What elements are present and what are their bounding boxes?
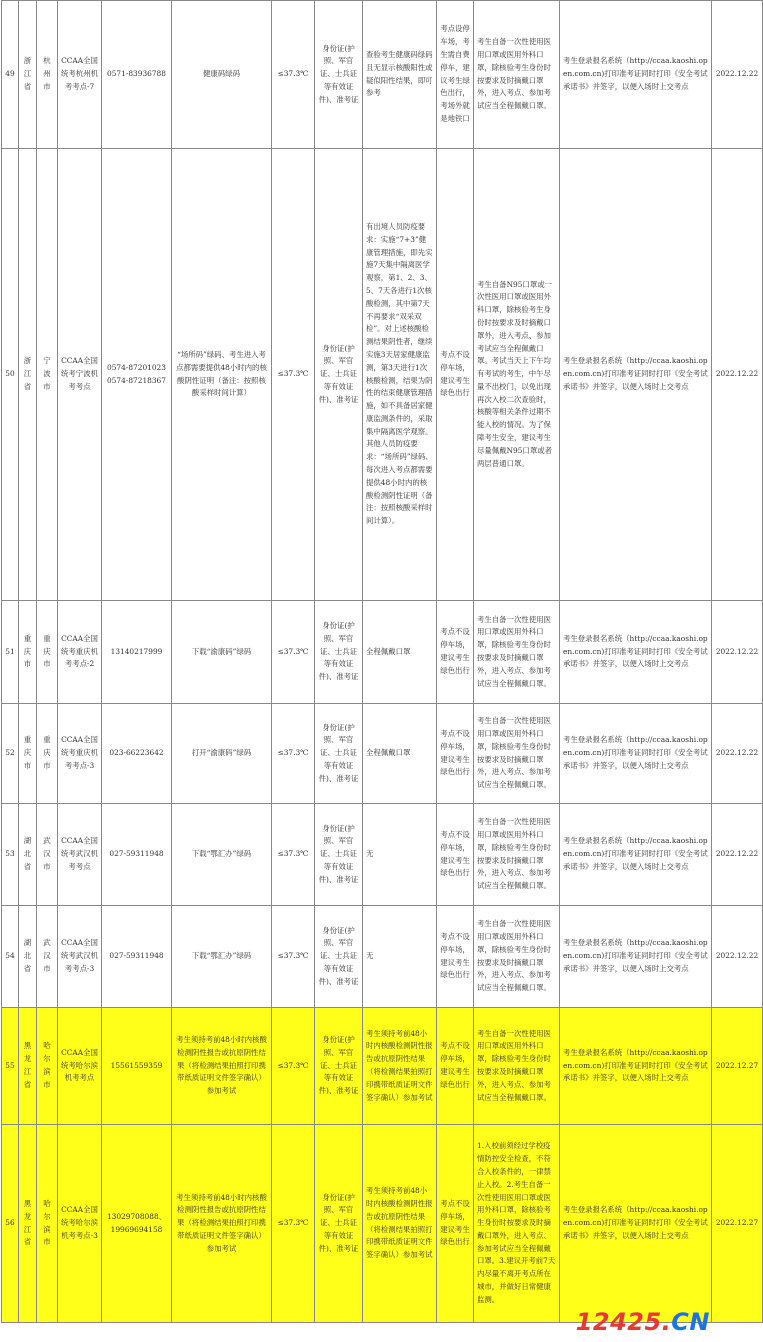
- contact-phone: 023-66223642: [102, 704, 172, 804]
- contact-phone: 0574-87201023 0574-87218367: [102, 149, 172, 601]
- row-number: 51: [2, 601, 19, 704]
- table-row: [2, 149, 763, 601]
- nucleic-test-requirement: 无: [363, 906, 437, 1008]
- row-number: 53: [2, 804, 19, 906]
- city-cell: 重庆市: [37, 704, 58, 804]
- exam-site-name: CCAA全国统考宁波机考考点: [58, 149, 102, 601]
- city-cell: 重庆市: [37, 601, 58, 704]
- parking-info: 考点不设停车场，建议考生绿色出行: [437, 1125, 474, 1323]
- contact-phone: 13140217999: [102, 601, 172, 704]
- table-row: [2, 704, 763, 804]
- commitment-letter-instructions: 考生登录报名系统（http://ccaa.kaoshi.open.com.cn)打印准考证同时打印《安全考试承诺书》并签字，以便入场时上交考点: [560, 704, 712, 804]
- row-number: 54: [2, 906, 19, 1008]
- parking-info: 考点不设停车场，建议考生绿色出行: [437, 149, 474, 601]
- id-documents: 身份证(护照、军官证、士兵证等有效证件)、准考证: [315, 601, 363, 704]
- province-cell: 浙江省: [19, 149, 37, 601]
- row-number: 56: [2, 1125, 19, 1323]
- province-cell: 黑龙江省: [19, 1125, 37, 1323]
- city-cell: 哈尔滨市: [37, 1008, 58, 1125]
- city-cell: 哈尔滨市: [37, 1125, 58, 1323]
- contact-phone: 027-59311948: [102, 804, 172, 906]
- contact-phone: 0571-83936788: [102, 1, 172, 149]
- nucleic-test-requirement: 全程佩戴口罩: [363, 704, 437, 804]
- commitment-letter-instructions: 考生登录报名系统（http://ccaa.kaoshi.open.com.cn)打印准考证同时打印《安全考试承诺书》并签字，以便入场时上交考点: [560, 1125, 712, 1323]
- mask-requirement: 考生自备一次性使用医用口罩或医用外科口罩，除核验考生身份时按要求及时摘戴口罩外，进入考点、参加考试应当全程佩戴口罩。: [474, 601, 560, 704]
- health-code-requirement: 下载“鄂汇办”绿码: [172, 804, 272, 906]
- commitment-letter-instructions: 考生登录报名系统（http://ccaa.kaoshi.open.com.cn)打印准考证同时打印《安全考试承诺书》并签字，以便入场时上交考点: [560, 1008, 712, 1125]
- exam-site-name: CCAA全国统考杭州机考考点-7: [58, 1, 102, 149]
- temperature-requirement: ≤37.3℃: [272, 149, 315, 601]
- parking-info: 考点不设停车场，建议考生绿色出行: [437, 704, 474, 804]
- watermark-dot: .: [661, 1308, 672, 1336]
- parking-info: 考点不设停车场，建议考生绿色出行: [437, 1008, 474, 1125]
- exam-site-table: [1, 0, 763, 1323]
- id-documents: 身份证(护照、军官证、士兵证等有效证件)、准考证: [315, 1, 363, 149]
- exam-site-name: CCAA全国统考武汉机考考点: [58, 804, 102, 906]
- exam-date: 2022.12.27: [712, 1125, 763, 1323]
- exam-date: 2022.12.22: [712, 149, 763, 601]
- exam-date: 2022.12.22: [712, 601, 763, 704]
- temperature-requirement: ≤37.3℃: [272, 1008, 315, 1125]
- contact-phone: 13029708088、19969694158: [102, 1125, 172, 1323]
- exam-site-name: CCAA全国统考重庆机考考点-2: [58, 601, 102, 704]
- watermark-number: 12425: [575, 1308, 662, 1336]
- nucleic-test-requirement: 考生须持考前48小时内核酸检测阴性报告或抗原阴性结果（将检测结果拍照打印携带纸质证明文件签字确认）参加考试: [363, 1125, 437, 1323]
- health-code-requirement: 考生须持考前48小时内核酸检测阴性报告或抗原阴性结果（将检测结果拍照打印携带纸质证明文件签字确认）参加考试: [172, 1008, 272, 1125]
- province-cell: 湖北省: [19, 906, 37, 1008]
- exam-site-name: CCAA全国统考武汉机考考点-3: [58, 906, 102, 1008]
- contact-phone: 027-59311948: [102, 906, 172, 1008]
- table-row: [2, 1125, 763, 1323]
- city-cell: 武汉市: [37, 804, 58, 906]
- id-documents: 身份证(护照、军官证、士兵证等有效证件)、准考证: [315, 1125, 363, 1323]
- nucleic-test-requirement: 有出境人员防疫要求：实施“7+3”健康管理措施，即先实施7天集中隔离医学观察，第1、2、3、5、7天各进行1次核酸检测，其中第7天不再要求“双采双检”。对上述核酸检测结果阴性者，继续实施3天居家健康监测，第3天进行1次核酸检测，结果为阴性的结束健康管理措施，如不具备居家健康监测条件的，采取集中隔离医学观察。其他人员防疫要求：“场所码”绿码、每次进入考点都需要提供48小时内的核酸检测阴性证明（备注：按照核酸采样时间计算）。: [363, 149, 437, 601]
- contact-phone: 15561559359: [102, 1008, 172, 1125]
- nucleic-test-requirement: 无: [363, 804, 437, 906]
- health-code-requirement: 下载“鄂汇办”绿码: [172, 906, 272, 1008]
- exam-date: 2022.12.22: [712, 704, 763, 804]
- parking-info: 考点不设停车场，建议考生绿色出行: [437, 601, 474, 704]
- id-documents: 身份证(护照、军官证、士兵证等有效证件)、准考证: [315, 1008, 363, 1125]
- temperature-requirement: ≤37.3℃: [272, 704, 315, 804]
- mask-requirement: 考生自备一次性使用医用口罩或医用外科口罩，除核验考生身份时按要求及时摘戴口罩外，进入考点、参加考试应当全程佩戴口罩。: [474, 804, 560, 906]
- exam-date: 2022.12.27: [712, 1008, 763, 1125]
- id-documents: 身份证(护照、军官证、士兵证等有效证件)、准考证: [315, 149, 363, 601]
- table-row: [2, 1, 763, 149]
- health-code-requirement: 健康码绿码: [172, 1, 272, 149]
- id-documents: 身份证(护照、军官证、士兵证等有效证件)、准考证: [315, 704, 363, 804]
- table-row: [2, 601, 763, 704]
- row-number: 55: [2, 1008, 19, 1125]
- temperature-requirement: ≤37.3℃: [272, 906, 315, 1008]
- city-cell: 武汉市: [37, 906, 58, 1008]
- city-cell: 杭州市: [37, 1, 58, 149]
- province-cell: 重庆市: [19, 704, 37, 804]
- exam-site-name: CCAA全国统考重庆机考考点-3: [58, 704, 102, 804]
- commitment-letter-instructions: 考生登录报名系统（http://ccaa.kaoshi.open.com.cn)打印准考证同时打印《安全考试承诺书》并签字，以便入场时上交考点: [560, 804, 712, 906]
- commitment-letter-instructions: 考生登录报名系统（http://ccaa.kaoshi.open.com.cn)打印准考证同时打印《安全考试承诺书》并签字，以便入场时上交考点: [560, 149, 712, 601]
- province-cell: 黑龙江省: [19, 1008, 37, 1125]
- parking-info: 考点设停车场，考生需自费停车，建议考生绿色出行，考场外就是地铁口: [437, 1, 474, 149]
- province-cell: 重庆市: [19, 601, 37, 704]
- province-cell: 浙江省: [19, 1, 37, 149]
- exam-date: 2022.12.22: [712, 906, 763, 1008]
- nucleic-test-requirement: 全程佩戴口罩: [363, 601, 437, 704]
- health-code-requirement: 考生须持考前48小时内核酸检测阴性报告或抗原阴性结果（将检测结果拍照打印携带纸质证明文件签字确认）参加考试: [172, 1125, 272, 1323]
- city-cell: 宁波市: [37, 149, 58, 601]
- mask-requirement: 考生自备一次性使用医用口罩或医用外科口罩，除核验考生身份时按要求及时摘戴口罩外，进入考点、参加考试应当全程佩戴口罩。: [474, 906, 560, 1008]
- exam-date: 2022.12.22: [712, 1, 763, 149]
- temperature-requirement: ≤37.3℃: [272, 601, 315, 704]
- commitment-letter-instructions: 考生登录报名系统（http://ccaa.kaoshi.open.com.cn)打印准考证同时打印《安全考试承诺书》并签字，以便入场时上交考点: [560, 601, 712, 704]
- mask-requirement: 1.入校前须经过学校疫情防控安全检查，不符合入校条件的，一律禁止入校。2.考生自备一次性使用医用口罩或医用外科口罩，除核验考生身份时按要求及时摘戴口罩外，进入考点、参加考试应当全程佩戴口罩。3.建议开考前7天内尽量不离开考点所在城市，并做好日常健康监测。: [474, 1125, 560, 1323]
- exam-site-name: CCAA全国统考哈尔滨机考考点: [58, 1008, 102, 1125]
- health-code-requirement: “场所码”绿码、考生进入考点都需要提供48小时内的核酸阴性证明（备注：按照核酸采样时间计算）: [172, 149, 272, 601]
- table-row: [2, 906, 763, 1008]
- health-code-requirement: 打开“渝康码”绿码: [172, 704, 272, 804]
- nucleic-test-requirement: 考生须持考前48小时内核酸检测阴性报告或抗原阴性结果（将检测结果拍照打印携带纸质证明文件签字确认）参加考试: [363, 1008, 437, 1125]
- site-watermark-logo: [576, 1308, 710, 1336]
- nucleic-test-requirement: 查验考生健康码绿码且无显示核酸阳性或疑似阳性结果，即可参考: [363, 1, 437, 149]
- watermark-tld: CN: [671, 1308, 710, 1336]
- temperature-requirement: ≤37.3℃: [272, 804, 315, 906]
- mask-requirement: 考生自备N95口罩或一次性医用口罩或医用外科口罩，除核验考生身份时按要求及时摘戴口罩外，进入考点、参加考试应当全程佩戴口罩。考试当天上下午均有考试的考生，中午尽量不出校门，以免出现再次入校二次查验时，核酸等相关条件过期不能入校的情况。为了保障考生安全，建议考生尽量佩戴N95口罩或者两层普通口罩。: [474, 149, 560, 601]
- commitment-letter-instructions: 考生登录报名系统（http://ccaa.kaoshi.open.com.cn)打印准考证同时打印《安全考试承诺书》并签字，以便入场时上交考点: [560, 1, 712, 149]
- mask-requirement: 考生自备一次性使用医用口罩或医用外科口罩，除核验考生身份时按要求及时摘戴口罩外，进入考点、参加考试应当全程佩戴口罩。: [474, 1, 560, 149]
- parking-info: 考点不设停车场，建议考生绿色出行: [437, 804, 474, 906]
- province-cell: 湖北省: [19, 804, 37, 906]
- mask-requirement: 考生自备一次性使用医用口罩或医用外科口罩，除核验考生身份时按要求及时摘戴口罩外，进入考点、参加考试应当全程佩戴口罩。: [474, 1008, 560, 1125]
- commitment-letter-instructions: 考生登录报名系统（http://ccaa.kaoshi.open.com.cn)打印准考证同时打印《安全考试承诺书》并签字，以便入场时上交考点: [560, 906, 712, 1008]
- temperature-requirement: ≤37.3℃: [272, 1, 315, 149]
- id-documents: 身份证(护照、军官证、士兵证等有效证件)、准考证: [315, 804, 363, 906]
- parking-info: 考点不设停车场，建议考生绿色出行: [437, 906, 474, 1008]
- exam-date: 2022.12.22: [712, 804, 763, 906]
- id-documents: 身份证(护照、军官证、士兵证等有效证件)、准考证: [315, 906, 363, 1008]
- table-row: [2, 804, 763, 906]
- row-number: 50: [2, 149, 19, 601]
- table-row: [2, 1008, 763, 1125]
- mask-requirement: 考生自备一次性使用医用口罩或医用外科口罩，除核验考生身份时按要求及时摘戴口罩外，进入考点、参加考试应当全程佩戴口罩。: [474, 704, 560, 804]
- row-number: 52: [2, 704, 19, 804]
- health-code-requirement: 下载“渝康码”绿码: [172, 601, 272, 704]
- row-number: 49: [2, 1, 19, 149]
- temperature-requirement: ≤37.3℃: [272, 1125, 315, 1323]
- exam-site-name: CCAA全国统考哈尔滨机考考点-3: [58, 1125, 102, 1323]
